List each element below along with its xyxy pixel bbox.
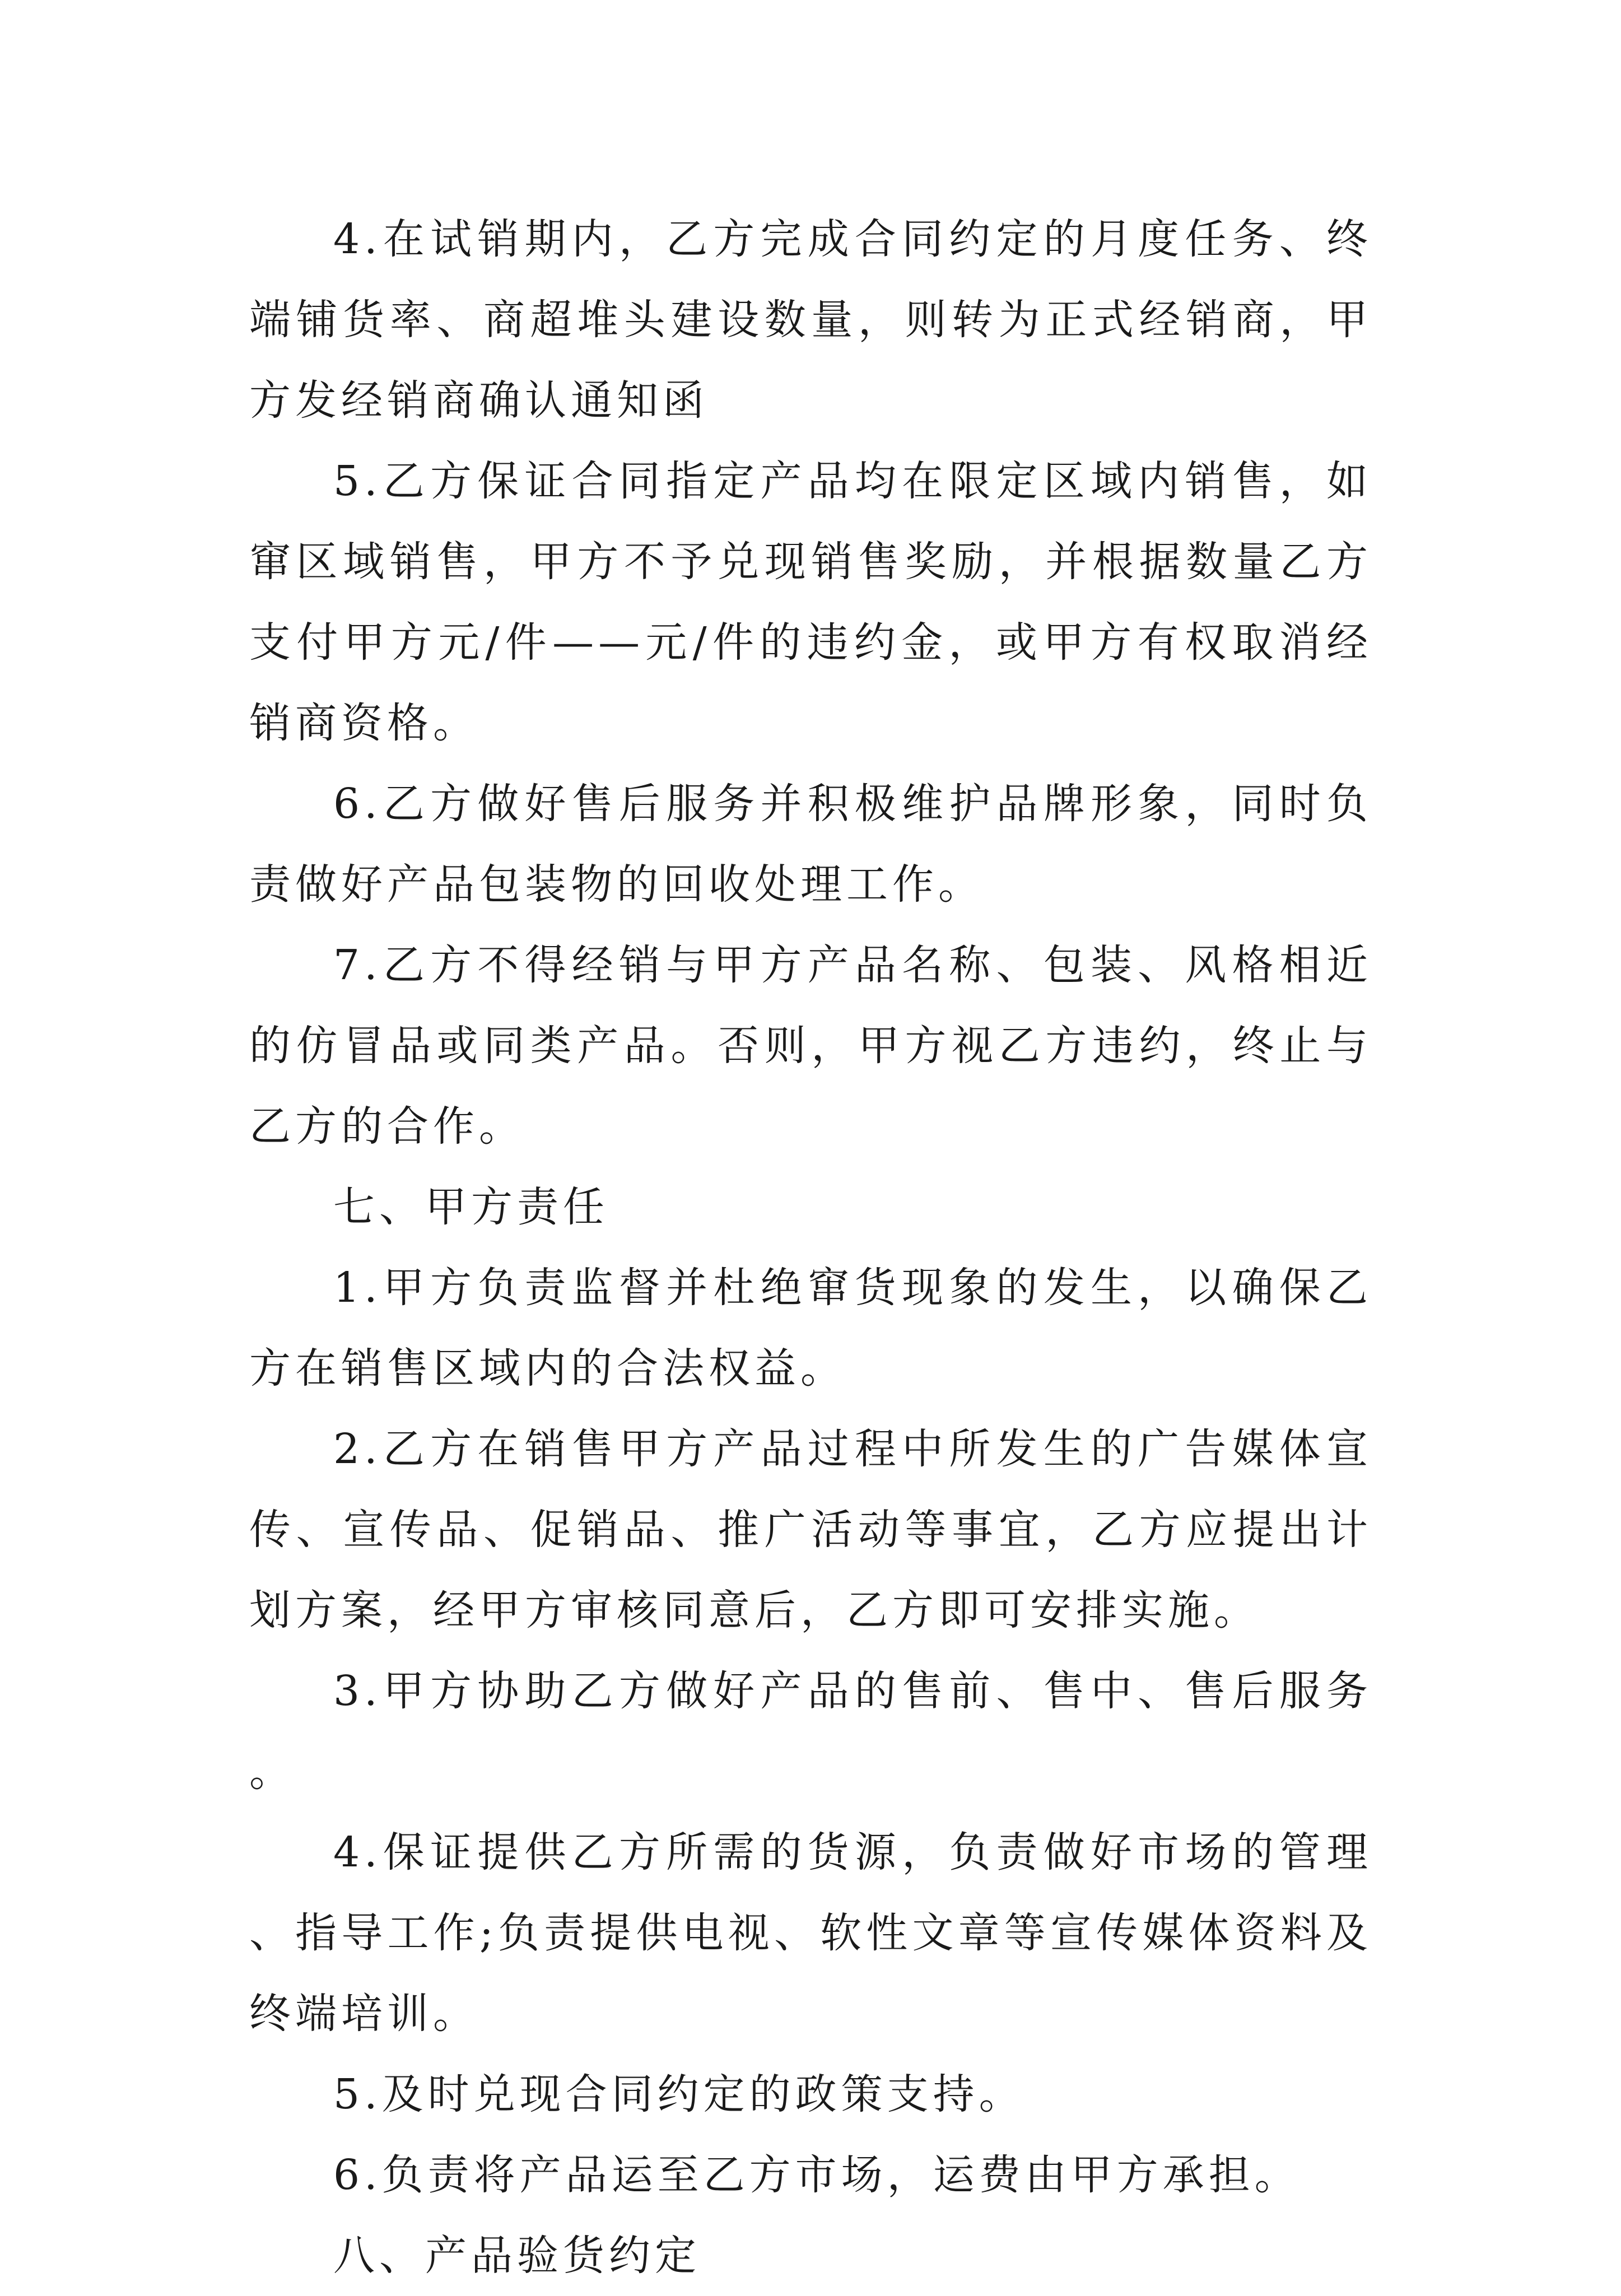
- clause-paragraph: 3.甲方协助乙方做好产品的售前、售中、售后服务。: [249, 1667, 1372, 1796]
- clause-paragraph: 2.乙方在销售甲方产品过程中所发生的广告媒体宣传、宣传品、促销品、推广活动等事宜，乙方应提出计划方案，经甲方审核同意后，乙方即可安排实施。: [249, 1425, 1372, 1634]
- clause-paragraph: 4.在试销期内，乙方完成合同约定的月度任务、终端铺货率、商超堆头建设数量，则转为正式经销商，甲方发经销商确认通知函: [249, 215, 1372, 425]
- document-body: [249, 199, 1372, 2296]
- clause-paragraph: 6.乙方做好售后服务并积极维护品牌形象，同时负责做好产品包装物的回收处理工作。: [249, 780, 1372, 909]
- clause-paragraph: 7.乙方不得经销与甲方产品名称、包装、风格相近的仿冒品或同类产品。否则，甲方视乙方违约，终止与乙方的合作。: [249, 941, 1372, 1151]
- clause-paragraph: 6.负责将产品运至乙方市场，运费由甲方承担。: [333, 2151, 1301, 2199]
- section-heading: 八、产品验货约定: [333, 2232, 701, 2280]
- clause-paragraph: 5.及时兑现合同约定的政策支持。: [333, 2070, 1025, 2118]
- clause-paragraph: 4.保证提供乙方所需的货源，负责做好市场的管理、指导工作;负责提供电视、软性文章等宣传媒体资料及终端培训。: [249, 1828, 1372, 2038]
- section-heading: 七、甲方责任: [333, 1183, 609, 1231]
- clause-paragraph: 5.乙方保证合同指定产品均在限定区域内销售，如窜区域销售，甲方不予兑现销售奖励，并根据数量乙方支付甲方元/件——元/件的违约金，或甲方有权取消经销商资格。: [249, 457, 1372, 747]
- clause-paragraph: 1.甲方负责监督并杜绝窜货现象的发生，以确保乙方在销售区域内的合法权益。: [249, 1264, 1372, 1392]
